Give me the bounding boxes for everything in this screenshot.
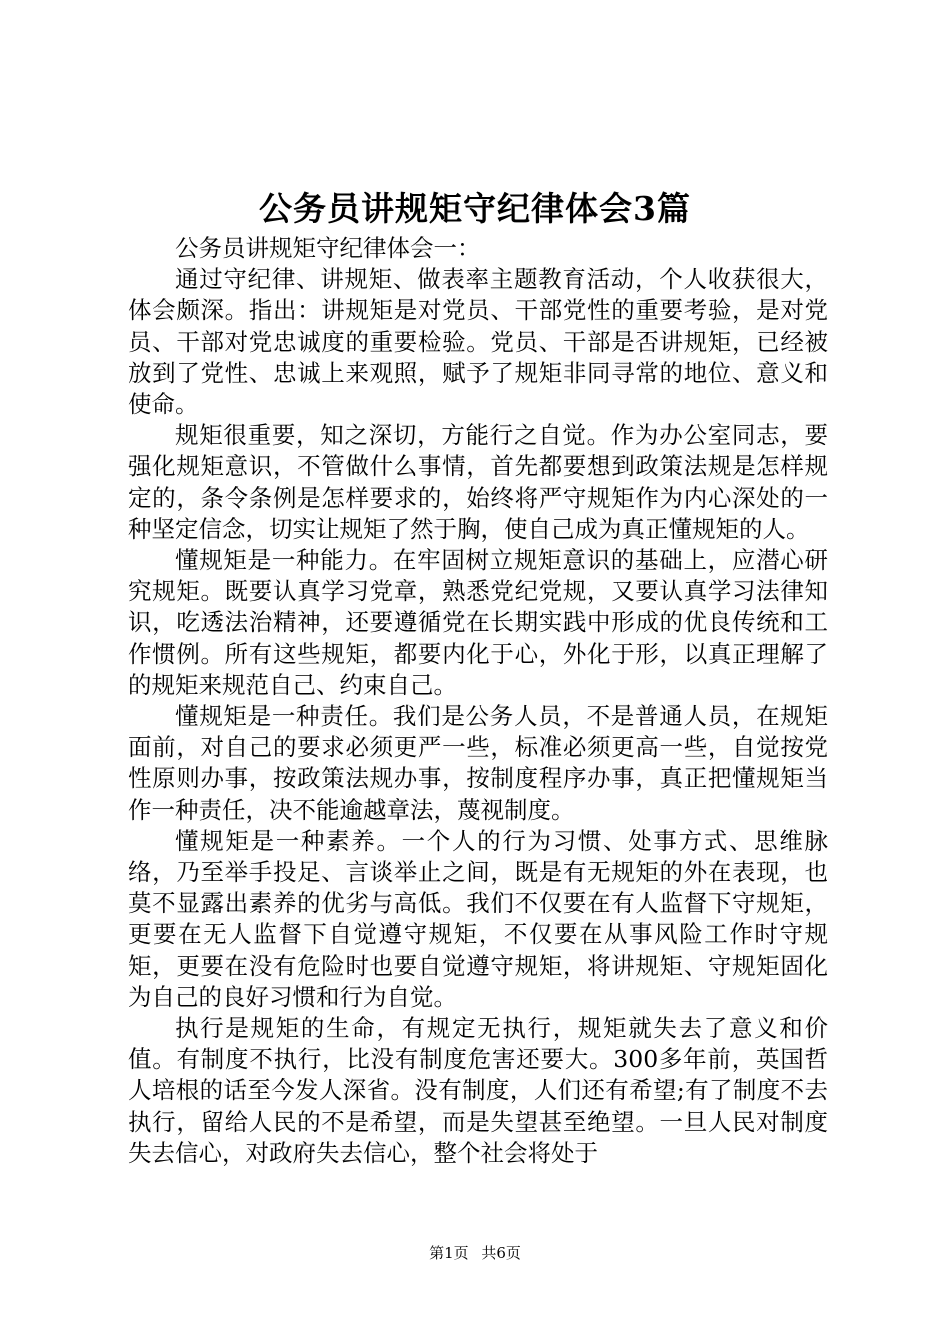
paragraph: 懂规矩是一种能力。在牢固树立规矩意识的基础上，应潜心研究规矩。既要认真学习党章，熟悉党纪党规，又要认真学习法律知识，吃透法治精神，还要遵循党在长期实践中形成的优良传统和工作惯例。所有这些规矩，都要内化于心，外化于形，以真正理解了的规矩来规范自己、约束自己。: [128, 546, 828, 699]
page-number: 第1页: [429, 1244, 469, 1262]
document-body: [128, 233, 828, 1169]
page-title: 公务员讲规矩守纪律体会3篇: [259, 189, 691, 228]
paragraph: 公务员讲规矩守纪律体会一：: [175, 234, 481, 262]
paragraph: 规矩很重要，知之深切，方能行之自觉。作为办公室同志，要强化规矩意识，不管做什么事情，首先都要想到政策法规是怎样规定的，条令条例是怎样要求的，始终将严守规矩作为内心深处的一种坚定信念，切实让规矩了然于胸，使自己成为真正懂规矩的人。: [128, 421, 828, 543]
paragraph: 懂规矩是一种责任。我们是公务人员，不是普通人员，在规矩面前，对自己的要求必须更严一些，标准必须更高一些，自觉按党性原则办事，按政策法规办事，按制度程序办事，真正把懂规矩当作一种责任，决不能逾越章法，蔑视制度。: [128, 702, 828, 824]
page-footer: [0, 1241, 950, 1265]
paragraph: 懂规矩是一种素养。一个人的行为习惯、处事方式、思维脉络，乃至举手投足、言谈举止之间，既是有无规矩的外在表现，也莫不显露出素养的优劣与高低。我们不仅要在有人监督下守规矩，更要在无人监督下自觉遵守规矩，不仅要在从事风险工作时守规矩，更要在没有危险时也要自觉遵守规矩，将讲规矩、守规矩固化为自己的良好习惯和行为自觉。: [128, 826, 828, 1011]
paragraph: 通过守纪律、讲规矩、做表率主题教育活动，个人收获很大，体会颇深。指出：讲规矩是对党员、干部党性的重要考验，是对党员、干部对党忠诚度的重要检验。党员、干部是否讲规矩，已经被放到了党性、忠诚上来观照，赋予了规矩非同寻常的地位、意义和使命。: [128, 265, 828, 419]
page-total: 共6页: [481, 1244, 521, 1262]
paragraph: 执行是规矩的生命，有规定无执行，规矩就失去了意义和价值。有制度不执行，比没有制度危害还要大。300多年前，英国哲人培根的话至今发人深省。没有制度，人们还有希望;有了制度不去执行，留给人民的不是希望，而是失望甚至绝望。一旦人民对制度失去信心，对政府失去信心，整个社会将处于: [128, 1014, 828, 1167]
